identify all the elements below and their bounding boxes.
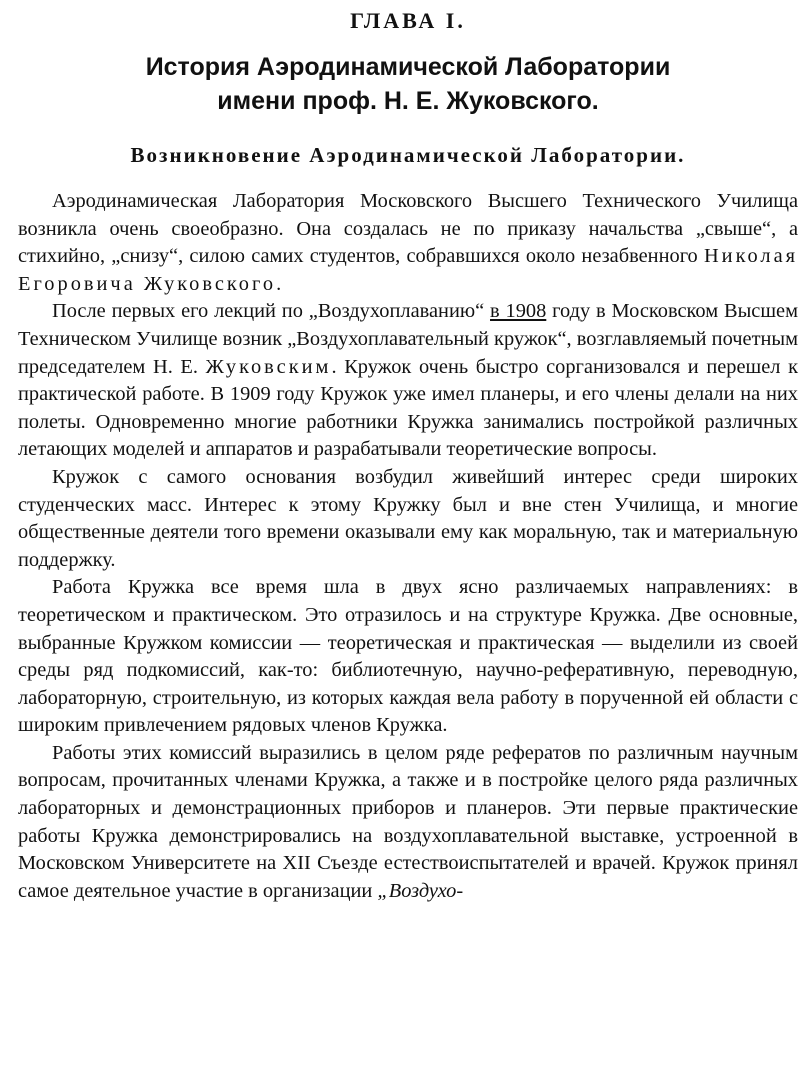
paragraph-1	[18, 188, 798, 298]
p1-text: Аэродинамическая Лаборатория Московского Высшего Технического Училища возникла очень своеобразно. Она создалась не по приказу начальства „свыше“, а стихийно, „снизу“, силою самих студентов, собравшихся около незабвенного	[18, 190, 798, 268]
title-line-2: имени проф. Н. Е. Жуковского.	[217, 87, 599, 115]
p1-name: Николая Егоровича Жуковского	[18, 245, 798, 295]
p2-name: Жуковским	[205, 355, 332, 378]
p1-end: .	[276, 272, 282, 295]
p2-text-c: . Кружок очень быстро сорганизовался и перешел к практической работе. В 1909 году Кружок уже имел планеры, и его члены делали на них полеты. Одновременно многие работники Кружка занимались постройкой различных летающих моделей и аппаратов и разрабатывали теоретические вопросы.	[18, 355, 798, 461]
section-heading: Возникновение Аэродинамической Лаборатории.	[130, 143, 686, 167]
title-line-1: История Аэродинамической Лаборатории	[145, 53, 671, 81]
paragraph-5	[18, 740, 798, 906]
paragraph-4: Работа Кружка все время шла в двух ясно различаемых направлениях: в теоретическом и практическом. Это отразилось и на структуре Кружка. Две основные, выбранные Кружком комиссии — теоретическая и практическая — выделили из своей среды ряд подкомиссий, как-то: библиотечную, научно-реферативную, переводную, лабораторную, строительную, из которых каждая вела работу в порученной ей области с широким привлечением рядовых членов Кружка.	[18, 576, 798, 737]
body-text	[18, 188, 798, 905]
p5-italic: „Воздухо-	[377, 879, 464, 902]
paragraph-3: Кружок с самого основания возбудил живейший интерес среди широких студенческих масс. Интерес к этому Кружку был и вне стен Училища, и многие общественные деятели того времени оказывали ему как моральную, так и материальную поддержку.	[18, 465, 798, 571]
chapter-heading: ГЛАВА I.	[350, 8, 466, 33]
p2-text-b: году в Московском Высшем Техническом Училище возник „Воздухоплавательный кружок“, возглавляемый почетным председателем Н. Е.	[18, 300, 798, 378]
p2-text-a: После первых его лекций по „Воздухоплаванию“	[52, 300, 491, 323]
paragraph-2	[18, 298, 798, 464]
p2-year: в 1908	[490, 300, 547, 323]
page-title	[18, 50, 798, 118]
p5-text: Работы этих комиссий выразились в целом ряде рефератов по различным научным вопросам, прочитанных членами Кружка, а также и в постройке целого ряда различных лабораторных и демонстрационных приборов и планеров. Эти первые практические работы Кружка демонстрировались на воздухоплавательной выставке, устроенной в Московском Университете на XII Съезде естествоиспытателей и врачей. Кружок принял самое деятельное участие в организации	[18, 741, 798, 902]
